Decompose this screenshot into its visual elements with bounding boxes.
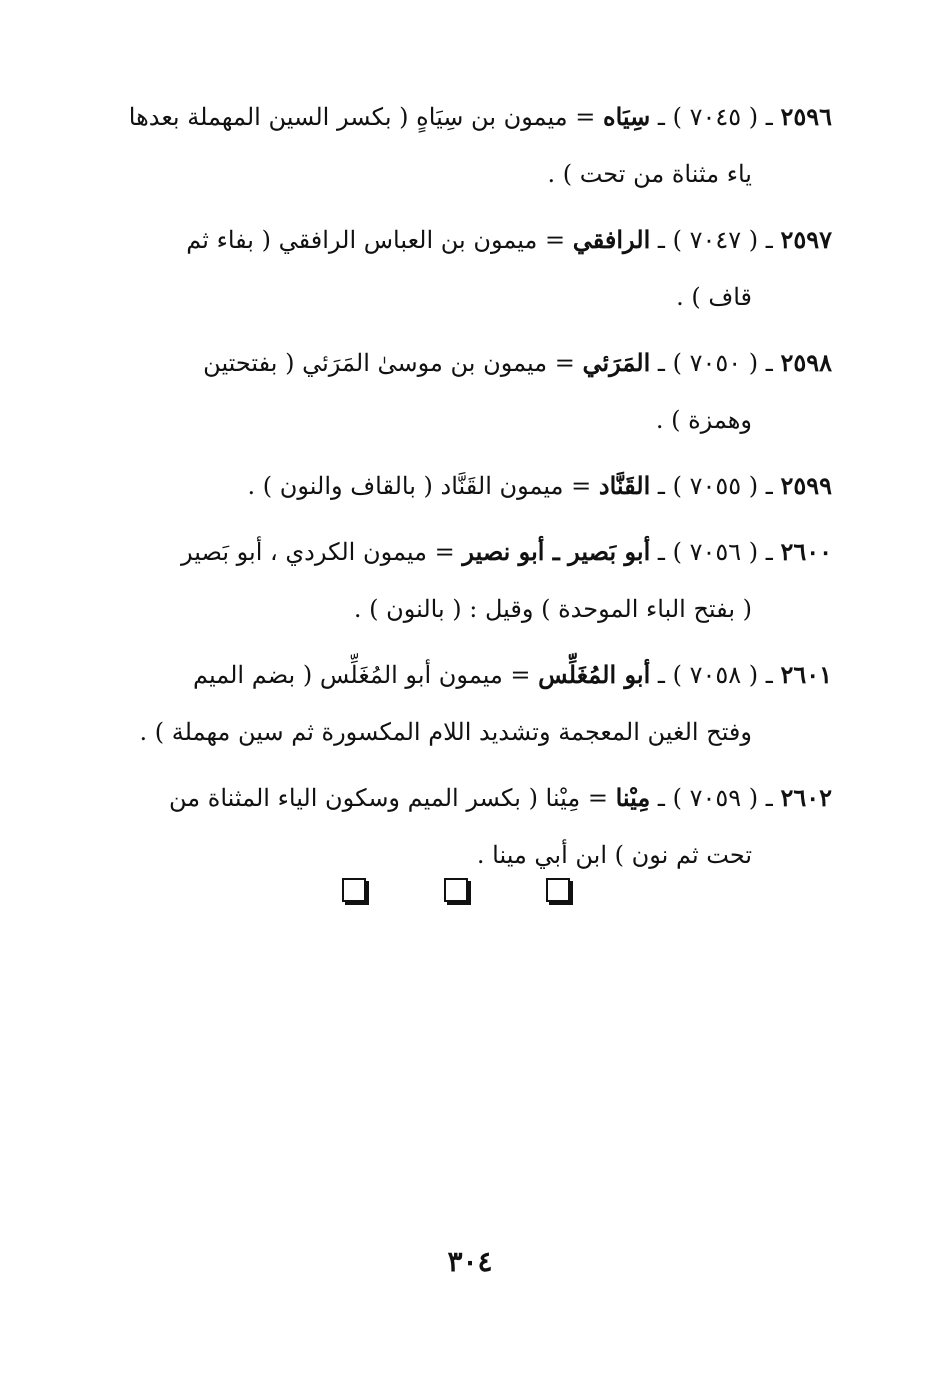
- entry-reference: ( ٧٠٤٥ ): [672, 103, 759, 131]
- entry-continuation: تحت ثم نون ) ابن أبي مينا .: [476, 841, 752, 869]
- entry-number: ٢٥٩٧: [780, 225, 832, 254]
- entry-headword: المَرَئي: [582, 348, 651, 377]
- entry-headword: الرافقي: [572, 225, 651, 254]
- page-number: ٣٠٤: [447, 1245, 493, 1278]
- entry-headword: سِيَاه: [603, 102, 651, 131]
- entry-continuation: قاف ) .: [676, 283, 752, 311]
- entry-reference: ( ٧٠٥٥ ): [672, 472, 759, 500]
- entry-2600: ٢٦٠٠ ـ ( ٧٠٥٦ ) ـ أبو بَصير ـ أبو نصير = ميمون الكردي ، أبو بَصير ( بفتح الباء الموحدة ) وقيل : ( بالنون ) .: [82, 523, 832, 638]
- square-ornament-icon: [546, 878, 570, 902]
- entry-reference: ( ٧٠٥٩ ): [672, 784, 759, 812]
- entries-list: [82, 88, 832, 892]
- entry-2598: ٢٥٩٨ ـ ( ٧٠٥٠ ) ـ المَرَئي = ميمون بن موسىٰ المَرَئي ( بفتحتين وهمزة ) .: [82, 334, 832, 449]
- square-ornament-icon: [444, 878, 468, 902]
- entry-reference: ( ٧٠٥٠ ): [672, 349, 759, 377]
- entry-headword: مِيْنا: [615, 783, 651, 812]
- entry-headword: القَنَّاد: [598, 471, 651, 500]
- entry-2601: ٢٦٠١ ـ ( ٧٠٥٨ ) ـ أبو المُغَلِّس = ميمون أبو المُغَلِّس ( بضم الميم وفتح الغين المعجمة وتشديد اللام المكسورة ثم سين مهملة ) .: [82, 646, 832, 761]
- entry-reference: ( ٧٠٥٨ ): [672, 661, 759, 689]
- entry-number: ٢٥٩٦: [780, 102, 832, 131]
- entry-continuation: ( بفتح الباء الموحدة ) وقيل : ( بالنون ) .: [353, 595, 752, 623]
- entry-number: ٢٦٠١: [780, 660, 832, 689]
- entry-reference: ( ٧٠٤٧ ): [672, 226, 759, 254]
- entry-2602: ٢٦٠٢ ـ ( ٧٠٥٩ ) ـ مِيْنا = مِيْنا ( بكسر الميم وسكون الياء المثناة من تحت ثم نون ) ابن أبي مينا .: [82, 769, 832, 884]
- entry-text: = ميمون أبو المُغَلِّس ( بضم الميم: [193, 661, 531, 689]
- entry-headword: أبو بَصير ـ أبو نصير: [462, 537, 651, 566]
- entry-headword: أبو المُغَلِّس: [538, 660, 651, 689]
- entry-reference: ( ٧٠٥٦ ): [672, 538, 759, 566]
- entry-text: = مِيْنا ( بكسر الميم وسكون الياء المثناة من: [168, 784, 608, 812]
- entry-text: = ميمون بن سِيَاهٍ ( بكسر السين المهملة بعدها: [128, 103, 596, 131]
- entry-number: ٢٦٠٠: [780, 537, 832, 566]
- entry-continuation: وفتح الغين المعجمة وتشديد اللام المكسورة ثم سين مهملة ) .: [139, 718, 752, 746]
- entry-text: = ميمون الكردي ، أبو بَصير: [181, 538, 455, 566]
- entry-number: ٢٥٩٩: [780, 471, 832, 500]
- entry-text: = ميمون بن موسىٰ المَرَئي ( بفتحتين: [203, 349, 575, 377]
- entry-2597: ٢٥٩٧ ـ ( ٧٠٤٧ ) ـ الرافقي = ميمون بن العباس الرافقي ( بفاء ثم قاف ) .: [82, 211, 832, 326]
- entry-2596: ٢٥٩٦ ـ ( ٧٠٤٥ ) ـ سِيَاه = ميمون بن سِيَاهٍ ( بكسر السين المهملة بعدها ياء مثناة من تحت ) .: [82, 88, 832, 203]
- entry-continuation: ياء مثناة من تحت ) .: [547, 160, 752, 188]
- entry-2599: ٢٥٩٩ ـ ( ٧٠٥٥ ) ـ القَنَّاد = ميمون القَنَّاد ( بالقاف والنون ) .: [247, 471, 832, 500]
- square-ornament-icon: [342, 878, 366, 902]
- entry-text: = ميمون القَنَّاد ( بالقاف والنون ) .: [247, 472, 592, 500]
- entry-number: ٢٥٩٨: [780, 348, 832, 377]
- entry-number: ٢٦٠٢: [780, 783, 832, 812]
- entry-text: = ميمون بن العباس الرافقي ( بفاء ثم: [186, 226, 566, 254]
- entry-continuation: وهمزة ) .: [655, 406, 752, 434]
- section-end-ornaments: [0, 878, 940, 908]
